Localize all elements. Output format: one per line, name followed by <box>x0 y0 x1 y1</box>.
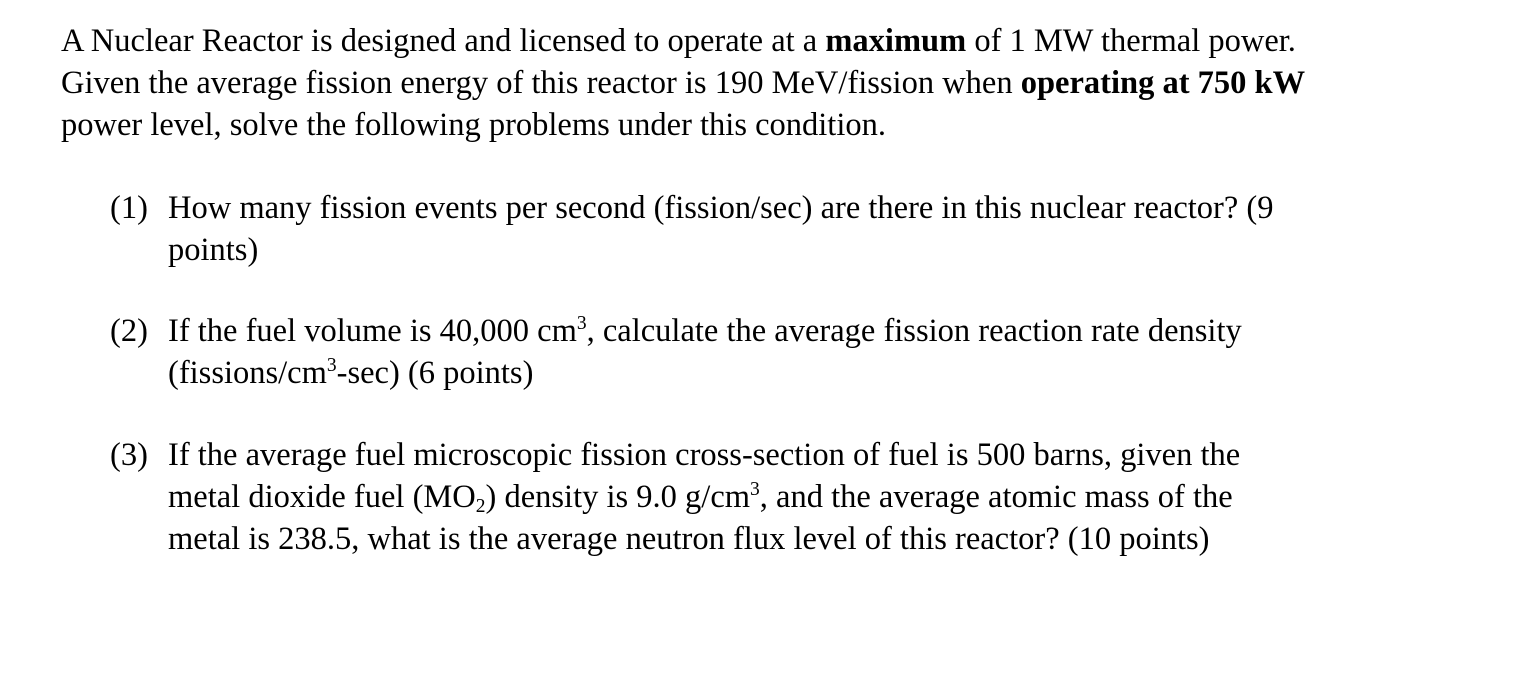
superscript: 3 <box>576 312 587 334</box>
intro-line-2 <box>61 62 1501 104</box>
intro-bold-operating: operating at 750 kW <box>1020 65 1306 101</box>
question-text: ) density is 9.0 g/cm <box>485 479 751 515</box>
question-3-line-3: metal is 238.5, what is the average neutron flux level of this reactor? (10 points) <box>168 521 1210 557</box>
question-text: If the fuel volume is 40,000 cm <box>168 313 577 349</box>
question-text: -sec) (6 points) <box>336 355 534 391</box>
question-1 <box>110 187 1410 271</box>
question-number: (3) <box>110 437 148 473</box>
problem-intro <box>61 20 1501 146</box>
superscript: 3 <box>326 354 337 376</box>
subscript: 2 <box>475 495 486 517</box>
question-3-line-1 <box>110 434 1410 476</box>
question-text: If the average fuel microscopic fission cross-section of fuel is 500 barns, given the <box>168 437 1241 473</box>
intro-text: Given the average fission energy of this reactor is 190 MeV/fission when <box>61 65 1021 101</box>
question-2 <box>110 310 1410 394</box>
intro-text: of 1 MW thermal power. <box>966 23 1296 59</box>
question-1-line-2: points) <box>168 232 259 268</box>
intro-line-3: power level, solve the following problems under this condition. <box>61 107 886 143</box>
question-number: (2) <box>110 313 148 349</box>
question-2-line-1 <box>110 310 1410 352</box>
question-text: metal dioxide fuel (MO <box>168 479 476 515</box>
question-text: , calculate the average fission reaction rate density <box>586 313 1242 349</box>
superscript: 3 <box>750 478 760 500</box>
question-1-line-1 <box>110 187 1410 229</box>
question-text: How many fission events per second (fission/sec) are there in this nuclear reactor? (9 <box>168 190 1274 226</box>
question-text: (fissions/cm <box>168 355 327 391</box>
intro-bold-maximum: maximum <box>825 23 967 59</box>
question-text: , and the average atomic mass of the <box>759 479 1233 515</box>
question-number: (1) <box>110 190 148 226</box>
question-2-line-2 <box>110 352 1410 394</box>
question-3-line-2 <box>110 476 1410 518</box>
question-3 <box>110 434 1410 560</box>
intro-line-1 <box>61 20 1501 62</box>
intro-text: A Nuclear Reactor is designed and licensed to operate at a <box>61 23 826 59</box>
